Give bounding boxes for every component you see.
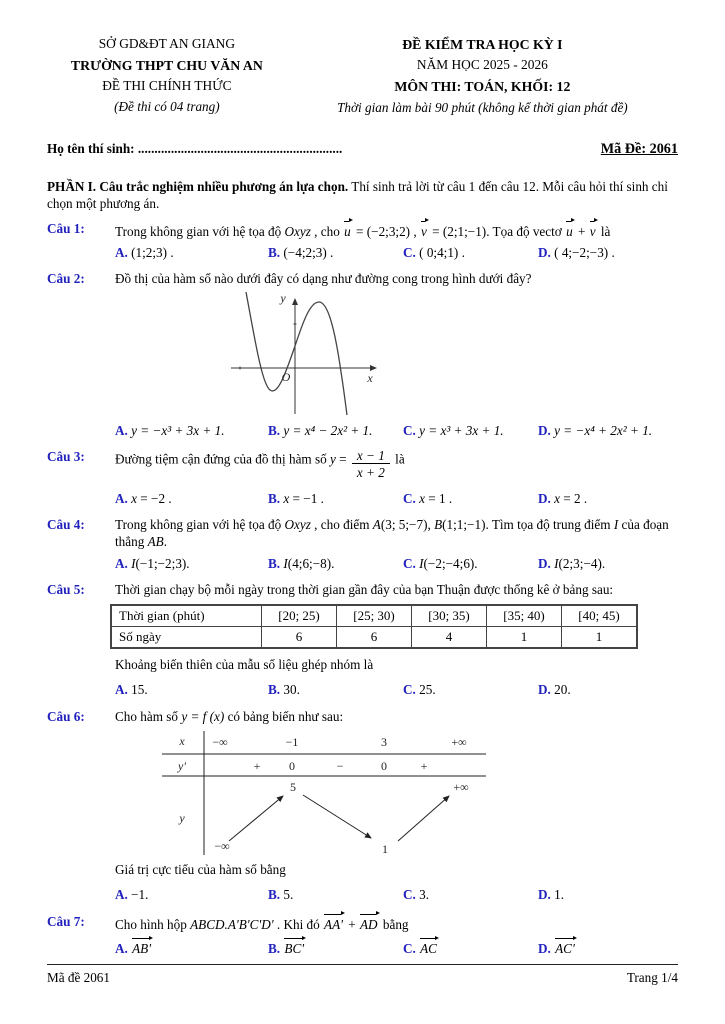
q1-option-c: C. ( 0;4;1) . — [403, 244, 465, 260]
footer-exam-code: Mã đề 2061 — [47, 970, 110, 985]
svg-text:+∞: +∞ — [451, 734, 467, 749]
q4-oxyz: Oxyz — [284, 517, 311, 532]
q1-vector-u2: u — [566, 223, 573, 239]
q3-equals: = — [335, 451, 350, 467]
q5-option-b: B. 30. — [268, 682, 300, 698]
q3-option-b: B. x = −1 . — [268, 490, 324, 506]
q6-subquestion: Giá trị cực tiểu của hàm số bằng — [115, 861, 286, 877]
q7-text2: . Khi đó — [273, 916, 324, 932]
school-year: NĂM HỌC 2025 - 2026 — [416, 57, 548, 73]
page-count-note: (Đề thi có 04 trang) — [114, 98, 220, 114]
q5-option-c: C. 25. — [403, 682, 436, 698]
q1-text3: Tọa độ vectơ — [489, 223, 566, 239]
fraction-numerator: x − 1 — [352, 448, 390, 464]
q3-option-a: A. x = −2 . — [115, 490, 172, 506]
q4-options — [115, 555, 678, 572]
q1-text: Trong không gian với hệ tọa độ — [115, 223, 285, 239]
q4-point-a: A — [372, 517, 381, 532]
q6-option-d: D. 1. — [538, 887, 565, 903]
row-label-y: y — [179, 810, 185, 825]
question-3 — [47, 448, 678, 509]
svg-text:−1: −1 — [285, 734, 299, 749]
header-right-block — [287, 34, 678, 118]
question-6-content — [115, 708, 678, 906]
variation-table-figure — [162, 729, 486, 855]
q2-option-c: C. y = x³ + 3x + 1. — [403, 422, 504, 438]
q1-plus: + — [574, 223, 589, 239]
svg-text:−∞: −∞ — [212, 734, 228, 749]
page-footer — [47, 964, 678, 986]
question-7-content — [115, 913, 678, 960]
duration-note: Thời gian làm bài 90 phút (không kể thời gian phát đề) — [337, 99, 628, 115]
subject-grade: MÔN THI: TOÁN, KHỐI: 12 — [394, 79, 571, 95]
q5-option-d: D. 20. — [538, 682, 571, 698]
q6-function: y = f (x) — [181, 708, 225, 724]
question-6 — [47, 708, 678, 906]
q2-text: Đồ thị của hàm số nào dưới đây có dạng như đường cong trong hình dưới đây? — [115, 271, 532, 287]
part1-instructions — [47, 178, 678, 213]
question-1-content — [115, 220, 678, 264]
q4-text3: Tìm tọa độ trung điểm — [488, 517, 614, 532]
q5-options — [115, 681, 678, 698]
table-row: Số ngày 6 6 4 1 1 — [111, 626, 637, 648]
question-5-content — [115, 581, 678, 700]
svg-text:3: 3 — [381, 734, 387, 749]
q4-option-c: C. I(−2;−4;6). — [403, 555, 478, 571]
row-label-x: x — [179, 733, 185, 748]
q5-frequency-table — [110, 604, 638, 649]
table-header-time: Thời gian (phút) — [111, 605, 262, 627]
y-start-value: −∞ — [214, 838, 230, 853]
q3-y: y — [330, 451, 336, 467]
q1-text2: , cho — [310, 223, 344, 239]
question-1 — [47, 220, 678, 264]
q2-cubic-graph — [223, 290, 678, 418]
question-5 — [47, 581, 678, 700]
table-row: Thời gian (phút) [20; 25) [25; 30) [30; 35) [35; 40) [40; 45) — [111, 605, 637, 627]
student-name-field — [47, 140, 342, 159]
q1-options — [115, 244, 678, 261]
svg-text:−: − — [336, 758, 344, 773]
q1-option-d: D. ( 4;−2;−3) . — [538, 244, 615, 260]
x-axis-label: x — [367, 370, 373, 385]
q6-text: Cho hàm số — [115, 708, 182, 724]
q7-option-c: C. AC — [403, 941, 437, 957]
q4-point-b-coords: (1;1;−1). — [442, 517, 489, 532]
q4-point-b: B — [434, 517, 443, 532]
q2-option-b: B. y = x⁴ − 2x² + 1. — [268, 422, 373, 438]
decrease-arrow — [303, 795, 371, 838]
q5-text: Thời gian chạy bộ mỗi ngày trong thời gian gần đây của bạn Thuận được thống kê ở bảng sau: — [115, 582, 614, 598]
svg-text:+: + — [253, 758, 261, 773]
q7-vector-ad: AD — [359, 916, 378, 932]
footer-page-number: Trang 1/4 — [626, 970, 678, 985]
q1-option-b: B. (−4;2;3) . — [268, 244, 334, 260]
q4-text4: của đoạn thẳng — [115, 517, 669, 550]
row-label-y-prime: y' — [178, 758, 186, 773]
header-left-block — [47, 34, 287, 118]
q7-option-b: B. BC' — [268, 941, 305, 957]
q7-parallelepiped: ABCD.A'B'C'D' — [190, 916, 274, 932]
q6-option-c: C. 3. — [403, 887, 430, 903]
q5-option-a: A. 15. — [115, 682, 148, 698]
dotted-line: .............................................................. — [137, 140, 343, 156]
increase-arrow-2 — [398, 796, 449, 841]
school-name: TRƯỜNG THPT CHU VĂN AN — [70, 57, 263, 73]
q4-text5: . — [163, 534, 168, 550]
part1-title: PHẦN I. Câu trắc nghiệm nhiều phương án lựa chọn. — [47, 178, 349, 194]
question-7 — [47, 913, 678, 960]
question-4 — [47, 516, 678, 574]
question-6-label: Câu 6: — [47, 708, 85, 724]
q1-oxyz: Oxyz — [284, 223, 311, 239]
q4-midpoint-i: I — [613, 517, 619, 532]
q4-option-d: D. I(2;3;−4). — [538, 555, 606, 571]
q4-segment-ab: AB — [147, 534, 164, 550]
cubic-curve-figure — [223, 290, 408, 418]
q4-option-b: B. I(4;6;−8). — [268, 555, 335, 571]
exam-code: Mã Đề: 2061 — [600, 140, 678, 157]
q6-options — [115, 886, 678, 903]
q4-text: Trong không gian với hệ tọa độ — [115, 517, 285, 532]
question-4-label: Câu 4: — [47, 517, 85, 532]
q4-option-a: A. I(−1;−2;3). — [115, 555, 190, 571]
q6-text2: có bảng biến như sau: — [224, 708, 344, 724]
svg-text:0: 0 — [381, 758, 387, 773]
question-2 — [47, 270, 678, 441]
q7-option-a: A. AB' — [115, 941, 152, 957]
q4-text2: , cho điểm — [310, 517, 373, 532]
q7-vector-aa: AA' — [324, 916, 343, 932]
q2-option-d: D. y = −x⁴ + 2x² + 1. — [538, 422, 653, 438]
table-header-days: Số ngày — [111, 626, 262, 648]
q3-text: Đường tiệm cận đứng của đồ thị hàm số — [115, 451, 331, 467]
q5-subquestion: Khoảng biến thiên của mẫu số liệu ghép nhóm là — [115, 656, 374, 672]
question-7-label: Câu 7: — [47, 913, 85, 929]
exam-title: ĐỀ KIỂM TRA HỌC KỲ I — [402, 37, 563, 52]
official-exam-label: ĐỀ THI CHÍNH THỨC — [102, 78, 232, 94]
q7-plus: + — [344, 916, 359, 932]
part1-note: Thí sinh trả lời từ câu 1 đến câu 12. Mỗi câu hỏi thí sinh chỉ chọn một phương án. — [47, 178, 668, 212]
q1-v-value: = (2;1;−1). — [428, 223, 490, 239]
question-2-label: Câu 2: — [47, 271, 85, 287]
q1-vector-u: u — [344, 223, 351, 239]
q1-option-a: A. (1;2;3) . — [115, 244, 174, 260]
q6-option-b: B. 5. — [268, 887, 294, 903]
q3-options — [115, 490, 678, 507]
q2-options — [115, 422, 678, 439]
q3-fraction — [350, 448, 392, 480]
svg-text:+: + — [420, 758, 428, 773]
q7-option-d: D. AC' — [538, 941, 575, 957]
cubic-curve — [246, 292, 347, 415]
q3-option-c: C. x = 1 . — [403, 490, 453, 506]
svg-text:0: 0 — [289, 758, 295, 773]
q3-option-d: D. x = 2 . — [538, 490, 588, 506]
q3-text2: là — [391, 451, 405, 467]
question-4-content — [115, 516, 678, 574]
question-2-content — [115, 270, 678, 441]
q1-text4: là — [597, 223, 611, 239]
y-axis-label: y — [280, 290, 286, 305]
q7-text: Cho hình hộp — [115, 916, 191, 932]
q1-vector-v2: v — [589, 223, 596, 239]
question-1-label: Câu 1: — [47, 220, 85, 236]
y-min-value: 1 — [382, 841, 388, 855]
origin-label: O — [281, 369, 291, 384]
y-end-value: +∞ — [453, 779, 469, 794]
q6-variation-table — [162, 729, 678, 855]
fraction-denominator: x + 2 — [356, 465, 385, 481]
y-max-value: 5 — [290, 779, 296, 794]
question-3-label: Câu 3: — [47, 449, 85, 465]
q7-options — [115, 937, 678, 957]
question-3-content — [115, 448, 678, 509]
q6-option-a: A. −1. — [115, 887, 149, 903]
q1-u-value: = (−2;3;2) , — [352, 223, 420, 239]
department-name: SỞ GD&ĐT AN GIANG — [98, 36, 236, 51]
student-line — [47, 140, 678, 159]
q4-point-a-coords: (3; 5;−7), — [380, 517, 435, 532]
question-5-label: Câu 5: — [47, 582, 85, 598]
exam-header — [47, 34, 678, 118]
student-name-label: Họ tên thí sinh: — [47, 140, 138, 156]
q7-text3: bằng — [379, 916, 409, 932]
q2-option-a: A. y = −x³ + 3x + 1. — [115, 422, 225, 438]
q1-vector-v: v — [420, 223, 427, 239]
increase-arrow-1 — [229, 796, 283, 841]
